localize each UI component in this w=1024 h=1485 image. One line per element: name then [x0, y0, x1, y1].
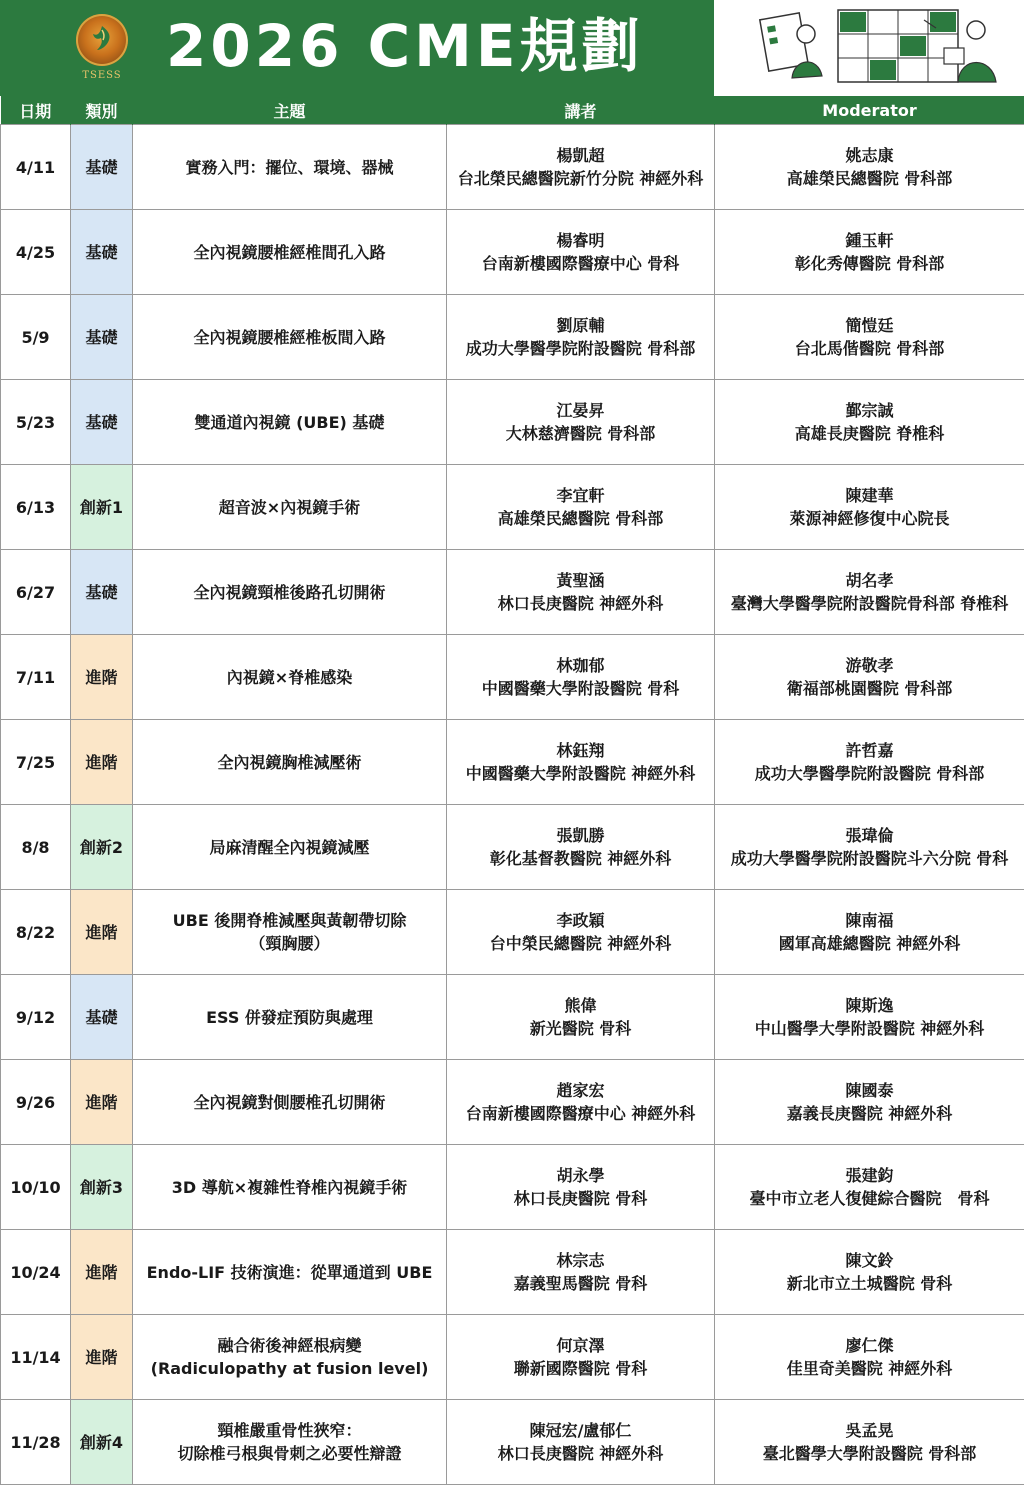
category-badge: 基礎: [71, 125, 133, 210]
page-title: 2026 CME規劃: [166, 10, 644, 82]
tsess-logo: [72, 12, 132, 84]
topic-cell: [133, 465, 447, 550]
column-header-date: 日期: [1, 96, 71, 125]
speaker-cell: [447, 550, 715, 635]
topic-line: Endo-LIF 技術演進：從單通道到 UBE: [135, 1261, 444, 1284]
category-badge: 基礎: [71, 210, 133, 295]
category-badge: 進階: [71, 720, 133, 805]
speaker-name: 胡永學: [449, 1164, 712, 1187]
moderator-name: 陳文鈴: [717, 1249, 1022, 1272]
topic-cell: [133, 295, 447, 380]
moderator-cell: [715, 295, 1024, 380]
moderator-cell: [715, 805, 1024, 890]
moderator-cell: [715, 210, 1024, 295]
category-badge: 進階: [71, 1060, 133, 1145]
moderator-name: 張建鈞: [717, 1164, 1022, 1187]
moderator-name: 簡愷廷: [717, 314, 1022, 337]
topic-line: 頸椎嚴重骨性狹窄：: [135, 1419, 444, 1442]
moderator-cell: [715, 890, 1024, 975]
speaker-affiliation: 中國醫藥大學附設醫院 神經外科: [449, 762, 712, 785]
table-row: [1, 550, 1024, 635]
category-badge: 基礎: [71, 380, 133, 465]
speaker-affiliation: 聯新國際醫院 骨科: [449, 1357, 712, 1380]
category-badge: 進階: [71, 890, 133, 975]
speaker-name: 何京澤: [449, 1334, 712, 1357]
speaker-cell: [447, 1230, 715, 1315]
moderator-affiliation: 臺中市立老人復健綜合醫院 骨科: [717, 1187, 1022, 1210]
moderator-cell: [715, 550, 1024, 635]
table-row: [1, 210, 1024, 295]
topic-cell: [133, 1060, 447, 1145]
speaker-cell: [447, 635, 715, 720]
speaker-cell: [447, 720, 715, 805]
speaker-name: 林珈郁: [449, 654, 712, 677]
moderator-cell: [715, 1060, 1024, 1145]
moderator-name: 陳斯逸: [717, 994, 1022, 1017]
topic-line: 內視鏡×脊椎感染: [135, 666, 444, 689]
moderator-name: 姚志康: [717, 144, 1022, 167]
topic-line: (Radiculopathy at fusion level): [135, 1357, 444, 1380]
moderator-name: 陳國泰: [717, 1079, 1022, 1102]
topic-line: 實務入門：擺位、環境、器械: [135, 156, 444, 179]
category-badge: 進階: [71, 1315, 133, 1400]
table-row: [1, 975, 1024, 1060]
speaker-cell: [447, 1145, 715, 1230]
topic-line: 融合術後神經根病變: [135, 1334, 444, 1357]
table-header-row: [1, 96, 1024, 125]
category-badge: 進階: [71, 1230, 133, 1315]
speaker-affiliation: 新光醫院 骨科: [449, 1017, 712, 1040]
speaker-name: 黃聖涵: [449, 569, 712, 592]
table-row: [1, 890, 1024, 975]
speaker-affiliation: 林口長庚醫院 神經外科: [449, 592, 712, 615]
speaker-cell: [447, 1315, 715, 1400]
moderator-affiliation: 台北馬偕醫院 骨科部: [717, 337, 1022, 360]
table-row: [1, 465, 1024, 550]
speaker-name: 劉原輔: [449, 314, 712, 337]
date-cell: 11/28: [1, 1400, 71, 1485]
moderator-affiliation: 嘉義長庚醫院 神經外科: [717, 1102, 1022, 1125]
moderator-affiliation: 新北市立土城醫院 骨科: [717, 1272, 1022, 1295]
speaker-name: 李政穎: [449, 909, 712, 932]
topic-cell: [133, 1230, 447, 1315]
topic-line: （頸胸腰）: [135, 932, 444, 955]
table-row: [1, 1230, 1024, 1315]
topic-line: 全內視鏡腰椎經椎板間入路: [135, 326, 444, 349]
moderator-name: 張瑋倫: [717, 824, 1022, 847]
topic-line: 3D 導航×複雜性脊椎內視鏡手術: [135, 1176, 444, 1199]
date-cell: 11/14: [1, 1315, 71, 1400]
topic-cell: [133, 1400, 447, 1485]
table-row: [1, 635, 1024, 720]
column-header-moderator: Moderator: [715, 96, 1024, 125]
speaker-affiliation: 台北榮民總醫院新竹分院 神經外科: [449, 167, 712, 190]
moderator-name: 陳南福: [717, 909, 1022, 932]
header-banner: [0, 0, 1024, 96]
date-cell: 5/23: [1, 380, 71, 465]
speaker-affiliation: 大林慈濟醫院 骨科部: [449, 422, 712, 445]
category-badge: 進階: [71, 635, 133, 720]
speaker-cell: [447, 210, 715, 295]
table-row: [1, 1400, 1024, 1485]
speaker-affiliation: 中國醫藥大學附設醫院 骨科: [449, 677, 712, 700]
moderator-cell: [715, 1400, 1024, 1485]
topic-line: UBE 後開脊椎減壓與黃韌帶切除: [135, 909, 444, 932]
moderator-affiliation: 高雄長庚醫院 脊椎科: [717, 422, 1022, 445]
moderator-name: 游敬孝: [717, 654, 1022, 677]
column-header-category: 類別: [71, 96, 133, 125]
column-header-topic: 主題: [133, 96, 447, 125]
moderator-cell: [715, 380, 1024, 465]
category-badge: 創新2: [71, 805, 133, 890]
topic-line: 全內視鏡腰椎經椎間孔入路: [135, 241, 444, 264]
speaker-affiliation: 台中榮民總醫院 神經外科: [449, 932, 712, 955]
moderator-cell: [715, 1230, 1024, 1315]
topic-cell: [133, 805, 447, 890]
table-row: [1, 1145, 1024, 1230]
speaker-cell: [447, 1400, 715, 1485]
speaker-name: 林宗志: [449, 1249, 712, 1272]
moderator-name: 許哲嘉: [717, 739, 1022, 762]
category-badge: 創新4: [71, 1400, 133, 1485]
moderator-cell: [715, 465, 1024, 550]
table-row: [1, 1060, 1024, 1145]
topic-cell: [133, 720, 447, 805]
topic-cell: [133, 890, 447, 975]
moderator-name: 廖仁傑: [717, 1334, 1022, 1357]
date-cell: 10/10: [1, 1145, 71, 1230]
moderator-name: 胡名孝: [717, 569, 1022, 592]
speaker-affiliation: 嘉義聖馬醫院 骨科: [449, 1272, 712, 1295]
moderator-affiliation: 臺灣大學醫學院附設醫院骨科部 脊椎科: [717, 592, 1022, 615]
moderator-name: 鄞宗誠: [717, 399, 1022, 422]
speaker-cell: [447, 975, 715, 1060]
speaker-cell: [447, 465, 715, 550]
moderator-affiliation: 衛福部桃園醫院 骨科部: [717, 677, 1022, 700]
date-cell: 7/25: [1, 720, 71, 805]
topic-line: ESS 併發症預防與處理: [135, 1006, 444, 1029]
speaker-affiliation: 台南新樓國際醫療中心 神經外科: [449, 1102, 712, 1125]
table-row: [1, 125, 1024, 210]
table-row: [1, 1315, 1024, 1400]
date-cell: 8/8: [1, 805, 71, 890]
speaker-affiliation: 高雄榮民總醫院 骨科部: [449, 507, 712, 530]
speaker-name: 楊睿明: [449, 229, 712, 252]
category-badge: 創新1: [71, 465, 133, 550]
moderator-affiliation: 高雄榮民總醫院 骨科部: [717, 167, 1022, 190]
topic-cell: [133, 635, 447, 720]
speaker-cell: [447, 295, 715, 380]
moderator-affiliation: 成功大學醫學院附設醫院 骨科部: [717, 762, 1022, 785]
topic-cell: [133, 125, 447, 210]
category-badge: 創新3: [71, 1145, 133, 1230]
table-row: [1, 380, 1024, 465]
speaker-name: 江晏昇: [449, 399, 712, 422]
topic-cell: [133, 1315, 447, 1400]
speaker-name: 李宜軒: [449, 484, 712, 507]
moderator-name: 陳建華: [717, 484, 1022, 507]
moderator-affiliation: 臺北醫學大學附設醫院 骨科部: [717, 1442, 1022, 1465]
topic-line: 全內視鏡胸椎減壓術: [135, 751, 444, 774]
phoenix-icon: [89, 24, 115, 52]
topic-line: 全內視鏡對側腰椎孔切開術: [135, 1091, 444, 1114]
moderator-affiliation: 彰化秀傳醫院 骨科部: [717, 252, 1022, 275]
date-cell: 9/12: [1, 975, 71, 1060]
speaker-name: 林鈺翔: [449, 739, 712, 762]
header-illustration: [714, 0, 1024, 96]
speaker-cell: [447, 805, 715, 890]
date-cell: 8/22: [1, 890, 71, 975]
speaker-affiliation: 林口長庚醫院 骨科: [449, 1187, 712, 1210]
table-row: [1, 720, 1024, 805]
speaker-affiliation: 成功大學醫學院附設醫院 骨科部: [449, 337, 712, 360]
speaker-name: 張凱勝: [449, 824, 712, 847]
moderator-cell: [715, 1145, 1024, 1230]
speaker-cell: [447, 1060, 715, 1145]
topic-cell: [133, 210, 447, 295]
topic-line: 全內視鏡頸椎後路孔切開術: [135, 581, 444, 604]
topic-cell: [133, 975, 447, 1060]
moderator-affiliation: 中山醫學大學附設醫院 神經外科: [717, 1017, 1022, 1040]
moderator-affiliation: 萊源神經修復中心院長: [717, 507, 1022, 530]
speaker-name: 熊偉: [449, 994, 712, 1017]
category-badge: 基礎: [71, 295, 133, 380]
topic-cell: [133, 1145, 447, 1230]
topic-line: 超音波×內視鏡手術: [135, 496, 444, 519]
speaker-name: 楊凱超: [449, 144, 712, 167]
topic-line: 雙通道內視鏡 (UBE) 基礎: [135, 411, 444, 434]
moderator-cell: [715, 720, 1024, 805]
date-cell: 7/11: [1, 635, 71, 720]
cme-schedule-table: [0, 96, 1024, 1485]
topic-cell: [133, 380, 447, 465]
speaker-affiliation: 彰化基督教醫院 神經外科: [449, 847, 712, 870]
speaker-cell: [447, 125, 715, 210]
table-row: [1, 805, 1024, 890]
moderator-affiliation: 成功大學醫學院附設醫院斗六分院 骨科: [717, 847, 1022, 870]
date-cell: 6/13: [1, 465, 71, 550]
logo-text: TSESS: [72, 70, 132, 81]
moderator-cell: [715, 635, 1024, 720]
topic-cell: [133, 550, 447, 635]
speaker-name: 陳冠宏/盧郁仁: [449, 1419, 712, 1442]
date-cell: 4/11: [1, 125, 71, 210]
category-badge: 基礎: [71, 975, 133, 1060]
speaker-affiliation: 台南新樓國際醫療中心 骨科: [449, 252, 712, 275]
date-cell: 9/26: [1, 1060, 71, 1145]
topic-line: 局麻清醒全內視鏡減壓: [135, 836, 444, 859]
speaker-cell: [447, 890, 715, 975]
date-cell: 4/25: [1, 210, 71, 295]
column-header-speaker: 講者: [447, 96, 715, 125]
moderator-name: 吳孟晃: [717, 1419, 1022, 1442]
category-badge: 基礎: [71, 550, 133, 635]
date-cell: 5/9: [1, 295, 71, 380]
planning-illustration-icon: [714, 0, 1024, 96]
moderator-cell: [715, 975, 1024, 1060]
date-cell: 10/24: [1, 1230, 71, 1315]
moderator-name: 鍾玉軒: [717, 229, 1022, 252]
topic-line: 切除椎弓根與骨刺之必要性辯證: [135, 1442, 444, 1465]
date-cell: 6/27: [1, 550, 71, 635]
speaker-cell: [447, 380, 715, 465]
moderator-cell: [715, 1315, 1024, 1400]
speaker-name: 趙家宏: [449, 1079, 712, 1102]
moderator-affiliation: 佳里奇美醫院 神經外科: [717, 1357, 1022, 1380]
table-row: [1, 295, 1024, 380]
moderator-cell: [715, 125, 1024, 210]
moderator-affiliation: 國軍高雄總醫院 神經外科: [717, 932, 1022, 955]
speaker-affiliation: 林口長庚醫院 神經外科: [449, 1442, 712, 1465]
